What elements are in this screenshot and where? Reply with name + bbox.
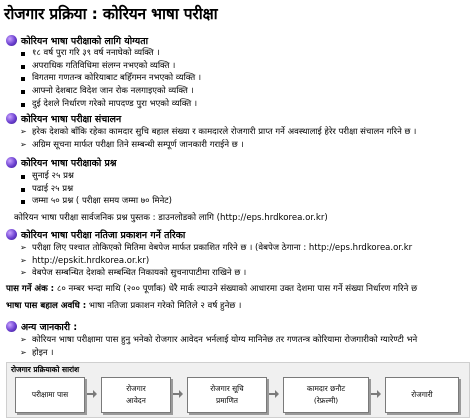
list-item: पढाई २५ प्रश्न (20, 183, 172, 196)
purple-bullet-icon (6, 321, 17, 332)
section-exam-conduct-heading: कोरियन भाषा परीक्षा संचालन (6, 112, 121, 125)
list-item: ➢ वेबपेज सम्बन्धित देशको सम्बन्धित निकायको सुचनापाटीमा राखिने छ । (20, 267, 412, 280)
list-item: अपराधिक गतिविधिमा संलग्न नभएको व्यक्ति । (20, 60, 201, 73)
pass-marks-row (6, 282, 417, 294)
list-item: विगतमा गणतन्त्र कोरियाबाट बहिँगमन नभएको व्यक्ति । (20, 72, 201, 85)
purple-bullet-icon (6, 157, 17, 168)
purple-bullet-icon (6, 113, 17, 124)
validity-label: भाषा पास बहाल अवधि : (6, 301, 87, 311)
list-item: ➢ http://epskit.hrdkorea.or.kr) (20, 255, 412, 268)
other-info-list (20, 334, 417, 359)
list-item: ➢ कोरियन भाषा परीक्षामा पास हुनु भनेको रोजगार आवेदन भर्नलाई योग्य मानिनेछ तर गणतन्त्र कोरियामा रोजगारीको ग्यारेण्टी भने (20, 334, 417, 347)
validity-text: भाषा नतिजा प्रकाशन गरेको मितिले २ वर्ष हुनेछ । (88, 301, 242, 311)
question-book-note: कोरियन भाषा परीक्षा सार्वजनिक प्रश्न पुस्तक : डाउनलोडको लागि (http://eps.hrdkorea.or.kr) (14, 213, 328, 223)
purple-bullet-icon (6, 229, 17, 240)
list-item: ➢ होइन । (20, 347, 417, 360)
pass-marks-text: ८० नम्बर भन्दा माथि (२०० पूर्णांक) धेरै मार्क ल्याउने संख्याको आधारमा उक्त देशमा पास गर्ने संख्या निर्धारण गरिने छ (56, 284, 418, 294)
eligibility-list (20, 47, 201, 110)
list-item: ➢ परीक्षा लिए पश्चात तोकिएको मितिमा वेबपेज मार्फत प्रकाशित गरिने छ । (वेबपेज ठेगाना : http://eps.hrdkorea.or.kr (20, 242, 412, 255)
list-item: दुई देशले निर्धारण गरेको मापदण्ड पुरा भएको व्यक्ति । (20, 98, 201, 111)
section-questions-heading: कोरियन भाषा परीक्षाको प्रश्न (6, 156, 117, 169)
page-title: रोजगार प्रक्रिया : कोरियन भाषा परीक्षा (4, 5, 218, 23)
employment-process-summary (6, 362, 470, 418)
flow-step-application: रोजगार आवेदन (101, 377, 171, 413)
list-item: ➢ अग्रिम सूचना मार्फत परीक्षा तिने सम्बन्धी सम्पूर्ण जानकारी गराईने छ । (20, 139, 416, 152)
flow-step-worker-selection: कामदार छनौट (रेफ्रल्मी) (283, 377, 369, 413)
section-result-heading: कोरियन भाषा परीक्षा नतिजा प्रकाशन गर्ने तरिका (6, 228, 185, 241)
flow-step-employment: रोजगारी (385, 377, 459, 413)
arrow-right-icon (269, 390, 279, 398)
pass-marks-label: पास गर्ने अंक : (6, 284, 55, 294)
list-item: आफ्नो देशबाट विदेश जान रोक नलगाइएको व्यक्ति । (20, 85, 201, 98)
section-eligibility-heading: कोरियन भाषा परीक्षाको लागि योग्यता (6, 34, 148, 47)
list-item: जम्मा ५० प्रश्न ( परीक्षा समय जम्मा ७० मिनेट) (20, 195, 172, 208)
result-list (20, 242, 412, 280)
validity-row (6, 299, 241, 311)
flow-title: रोजगार प्रक्रियाको सारांश (11, 365, 80, 374)
arrow-right-icon (173, 390, 183, 398)
section-other-info-heading: अन्य जानकारी : (6, 320, 77, 333)
purple-bullet-icon (6, 35, 17, 46)
arrow-right-icon (371, 390, 381, 398)
flow-step-list-certified: रोजगार सूचि प्रमाणित (187, 377, 267, 413)
arrow-right-icon (87, 390, 97, 398)
flow-step-pass-exam: परीक्षामा पास (15, 377, 85, 413)
questions-list (20, 170, 172, 208)
list-item: ➢ हरेक देशको बाँकि रहेका कामदार सुचि बहाल संख्या र कामदारले रोजगारी प्राप्त गर्ने अवस्थालाई हेरेर परीक्षा संचालन गरिने छ । (20, 126, 416, 139)
list-item: १८ वर्ष पुरा गरि ३९ वर्ष ननाघेको व्यक्ति । (20, 47, 201, 60)
exam-conduct-list (20, 126, 416, 151)
list-item: सुनाई २५ प्रश्न (20, 170, 172, 183)
